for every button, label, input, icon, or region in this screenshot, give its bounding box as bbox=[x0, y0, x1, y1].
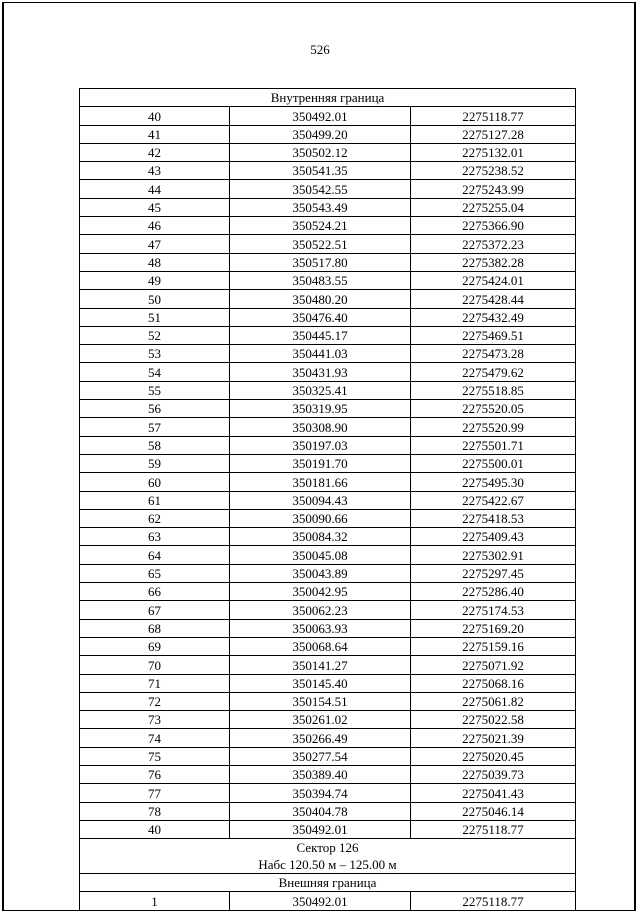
x-coordinate-cell: 350476.40 bbox=[230, 308, 411, 326]
y-coordinate-cell: 2275243.99 bbox=[411, 180, 576, 198]
x-coordinate-cell: 350145.40 bbox=[230, 674, 411, 692]
table-row bbox=[80, 143, 576, 161]
table-row bbox=[80, 637, 576, 655]
x-coordinate-cell: 350191.70 bbox=[230, 454, 411, 472]
point-number-cell: 50 bbox=[80, 290, 230, 308]
y-coordinate-cell: 2275424.01 bbox=[411, 271, 576, 289]
table-row bbox=[80, 162, 576, 180]
y-coordinate-cell: 2275520.05 bbox=[411, 400, 576, 418]
x-coordinate-cell: 350090.66 bbox=[230, 509, 411, 527]
x-coordinate-cell: 350522.51 bbox=[230, 235, 411, 253]
y-coordinate-cell: 2275372.23 bbox=[411, 235, 576, 253]
table-row bbox=[80, 601, 576, 619]
point-number-cell: 64 bbox=[80, 546, 230, 564]
table-row bbox=[80, 583, 576, 601]
y-coordinate-cell: 2275118.77 bbox=[411, 892, 576, 910]
x-coordinate-cell: 350062.23 bbox=[230, 601, 411, 619]
x-coordinate-cell: 350063.93 bbox=[230, 619, 411, 637]
point-number-cell: 71 bbox=[80, 674, 230, 692]
point-number-cell: 54 bbox=[80, 363, 230, 381]
point-number-cell: 53 bbox=[80, 345, 230, 363]
point-number-cell: 49 bbox=[80, 271, 230, 289]
point-number-cell: 75 bbox=[80, 747, 230, 765]
x-coordinate-cell: 350045.08 bbox=[230, 546, 411, 564]
x-coordinate-cell: 350197.03 bbox=[230, 436, 411, 454]
point-number-cell: 47 bbox=[80, 235, 230, 253]
table-row bbox=[80, 290, 576, 308]
table-row bbox=[80, 326, 576, 344]
table-row bbox=[80, 400, 576, 418]
y-coordinate-cell: 2275132.01 bbox=[411, 143, 576, 161]
point-number-cell: 77 bbox=[80, 784, 230, 802]
point-number-cell: 46 bbox=[80, 217, 230, 235]
x-coordinate-cell: 350319.95 bbox=[230, 400, 411, 418]
x-coordinate-cell: 350483.55 bbox=[230, 271, 411, 289]
table-row bbox=[80, 784, 576, 802]
point-number-cell: 42 bbox=[80, 143, 230, 161]
table-row bbox=[80, 473, 576, 491]
y-coordinate-cell: 2275071.92 bbox=[411, 656, 576, 674]
table-row bbox=[80, 820, 576, 838]
point-number-cell: 40 bbox=[80, 107, 230, 125]
y-coordinate-cell: 2275169.20 bbox=[411, 619, 576, 637]
x-coordinate-cell: 350492.01 bbox=[230, 892, 411, 910]
y-coordinate-cell: 2275428.44 bbox=[411, 290, 576, 308]
x-coordinate-cell: 350431.93 bbox=[230, 363, 411, 381]
x-coordinate-cell: 350445.17 bbox=[230, 326, 411, 344]
point-number-cell: 59 bbox=[80, 454, 230, 472]
y-coordinate-cell: 2275500.01 bbox=[411, 454, 576, 472]
table-row bbox=[80, 308, 576, 326]
point-number-cell: 51 bbox=[80, 308, 230, 326]
y-coordinate-cell: 2275021.39 bbox=[411, 729, 576, 747]
point-number-cell: 74 bbox=[80, 729, 230, 747]
sector-height-range-row bbox=[80, 856, 576, 874]
sector-title-row bbox=[80, 839, 576, 857]
y-coordinate-cell: 2275127.28 bbox=[411, 125, 576, 143]
x-coordinate-cell: 350542.55 bbox=[230, 180, 411, 198]
point-number-cell: 61 bbox=[80, 491, 230, 509]
x-coordinate-cell: 350541.35 bbox=[230, 162, 411, 180]
point-number-cell: 69 bbox=[80, 637, 230, 655]
point-number-cell: 41 bbox=[80, 125, 230, 143]
y-coordinate-cell: 2275286.40 bbox=[411, 583, 576, 601]
x-coordinate-cell: 350141.27 bbox=[230, 656, 411, 674]
inner-boundary-header-row bbox=[80, 89, 576, 107]
y-coordinate-cell: 2275520.99 bbox=[411, 418, 576, 436]
coordinates-table-body bbox=[80, 89, 576, 911]
point-number-cell: 52 bbox=[80, 326, 230, 344]
x-coordinate-cell: 350277.54 bbox=[230, 747, 411, 765]
sector-height-range: Набс 120.50 м – 125.00 м bbox=[80, 856, 576, 874]
table-row bbox=[80, 436, 576, 454]
y-coordinate-cell: 2275432.49 bbox=[411, 308, 576, 326]
point-number-cell: 63 bbox=[80, 528, 230, 546]
x-coordinate-cell: 350543.49 bbox=[230, 198, 411, 216]
table-row bbox=[80, 491, 576, 509]
y-coordinate-cell: 2275020.45 bbox=[411, 747, 576, 765]
table-row bbox=[80, 729, 576, 747]
x-coordinate-cell: 350043.89 bbox=[230, 564, 411, 582]
y-coordinate-cell: 2275518.85 bbox=[411, 381, 576, 399]
table-row bbox=[80, 418, 576, 436]
sector-title: Сектор 126 bbox=[80, 839, 576, 857]
y-coordinate-cell: 2275382.28 bbox=[411, 253, 576, 271]
table-row bbox=[80, 509, 576, 527]
table-row bbox=[80, 711, 576, 729]
point-number-cell: 70 bbox=[80, 656, 230, 674]
outer-boundary-header: Внешняя граница bbox=[80, 874, 576, 892]
x-coordinate-cell: 350181.66 bbox=[230, 473, 411, 491]
point-number-cell: 45 bbox=[80, 198, 230, 216]
point-number-cell: 56 bbox=[80, 400, 230, 418]
y-coordinate-cell: 2275118.77 bbox=[411, 107, 576, 125]
table-row bbox=[80, 674, 576, 692]
table-row bbox=[80, 656, 576, 674]
point-number-cell: 58 bbox=[80, 436, 230, 454]
y-coordinate-cell: 2275159.16 bbox=[411, 637, 576, 655]
table-row bbox=[80, 381, 576, 399]
point-number-cell: 55 bbox=[80, 381, 230, 399]
y-coordinate-cell: 2275039.73 bbox=[411, 765, 576, 783]
x-coordinate-cell: 350441.03 bbox=[230, 345, 411, 363]
y-coordinate-cell: 2275068.16 bbox=[411, 674, 576, 692]
x-coordinate-cell: 350308.90 bbox=[230, 418, 411, 436]
table-row bbox=[80, 454, 576, 472]
x-coordinate-cell: 350261.02 bbox=[230, 711, 411, 729]
y-coordinate-cell: 2275366.90 bbox=[411, 217, 576, 235]
y-coordinate-cell: 2275297.45 bbox=[411, 564, 576, 582]
table-row bbox=[80, 619, 576, 637]
point-number-cell: 62 bbox=[80, 509, 230, 527]
inner-boundary-header: Внутренняя граница bbox=[80, 89, 576, 107]
y-coordinate-cell: 2275118.77 bbox=[411, 820, 576, 838]
table-row bbox=[80, 546, 576, 564]
table-row bbox=[80, 692, 576, 710]
y-coordinate-cell: 2275418.53 bbox=[411, 509, 576, 527]
x-coordinate-cell: 350492.01 bbox=[230, 107, 411, 125]
coordinates-table bbox=[79, 88, 576, 911]
point-number-cell: 1 bbox=[80, 892, 230, 910]
y-coordinate-cell: 2275302.91 bbox=[411, 546, 576, 564]
y-coordinate-cell: 2275238.52 bbox=[411, 162, 576, 180]
x-coordinate-cell: 350524.21 bbox=[230, 217, 411, 235]
point-number-cell: 65 bbox=[80, 564, 230, 582]
x-coordinate-cell: 350154.51 bbox=[230, 692, 411, 710]
table-row bbox=[80, 125, 576, 143]
x-coordinate-cell: 350094.43 bbox=[230, 491, 411, 509]
x-coordinate-cell: 350404.78 bbox=[230, 802, 411, 820]
y-coordinate-cell: 2275479.62 bbox=[411, 363, 576, 381]
table-row bbox=[80, 235, 576, 253]
x-coordinate-cell: 350084.32 bbox=[230, 528, 411, 546]
table-row bbox=[80, 564, 576, 582]
y-coordinate-cell: 2275046.14 bbox=[411, 802, 576, 820]
y-coordinate-cell: 2275174.53 bbox=[411, 601, 576, 619]
y-coordinate-cell: 2275495.30 bbox=[411, 473, 576, 491]
x-coordinate-cell: 350389.40 bbox=[230, 765, 411, 783]
table-row bbox=[80, 198, 576, 216]
x-coordinate-cell: 350068.64 bbox=[230, 637, 411, 655]
point-number-cell: 78 bbox=[80, 802, 230, 820]
outer-boundary-header-row bbox=[80, 874, 576, 892]
y-coordinate-cell: 2275422.67 bbox=[411, 491, 576, 509]
table-row bbox=[80, 363, 576, 381]
y-coordinate-cell: 2275061.82 bbox=[411, 692, 576, 710]
x-coordinate-cell: 350266.49 bbox=[230, 729, 411, 747]
point-number-cell: 48 bbox=[80, 253, 230, 271]
x-coordinate-cell: 350325.41 bbox=[230, 381, 411, 399]
table-row bbox=[80, 765, 576, 783]
x-coordinate-cell: 350042.95 bbox=[230, 583, 411, 601]
y-coordinate-cell: 2275255.04 bbox=[411, 198, 576, 216]
point-number-cell: 67 bbox=[80, 601, 230, 619]
y-coordinate-cell: 2275041.43 bbox=[411, 784, 576, 802]
y-coordinate-cell: 2275469.51 bbox=[411, 326, 576, 344]
x-coordinate-cell: 350517.80 bbox=[230, 253, 411, 271]
point-number-cell: 76 bbox=[80, 765, 230, 783]
point-number-cell: 40 bbox=[80, 820, 230, 838]
table-row bbox=[80, 345, 576, 363]
point-number-cell: 68 bbox=[80, 619, 230, 637]
table-row bbox=[80, 528, 576, 546]
x-coordinate-cell: 350502.12 bbox=[230, 143, 411, 161]
point-number-cell: 57 bbox=[80, 418, 230, 436]
page-number: 526 bbox=[310, 42, 330, 57]
point-number-cell: 72 bbox=[80, 692, 230, 710]
y-coordinate-cell: 2275501.71 bbox=[411, 436, 576, 454]
table-row bbox=[80, 180, 576, 198]
table-row bbox=[80, 107, 576, 125]
point-number-cell: 44 bbox=[80, 180, 230, 198]
x-coordinate-cell: 350499.20 bbox=[230, 125, 411, 143]
point-number-cell: 43 bbox=[80, 162, 230, 180]
table-row bbox=[80, 253, 576, 271]
y-coordinate-cell: 2275022.58 bbox=[411, 711, 576, 729]
table-row bbox=[80, 217, 576, 235]
table-row bbox=[80, 747, 576, 765]
y-coordinate-cell: 2275473.28 bbox=[411, 345, 576, 363]
point-number-cell: 66 bbox=[80, 583, 230, 601]
x-coordinate-cell: 350480.20 bbox=[230, 290, 411, 308]
table-row bbox=[80, 892, 576, 910]
table-row bbox=[80, 271, 576, 289]
x-coordinate-cell: 350394.74 bbox=[230, 784, 411, 802]
table-row bbox=[80, 802, 576, 820]
point-number-cell: 73 bbox=[80, 711, 230, 729]
y-coordinate-cell: 2275409.43 bbox=[411, 528, 576, 546]
point-number-cell: 60 bbox=[80, 473, 230, 491]
x-coordinate-cell: 350492.01 bbox=[230, 820, 411, 838]
